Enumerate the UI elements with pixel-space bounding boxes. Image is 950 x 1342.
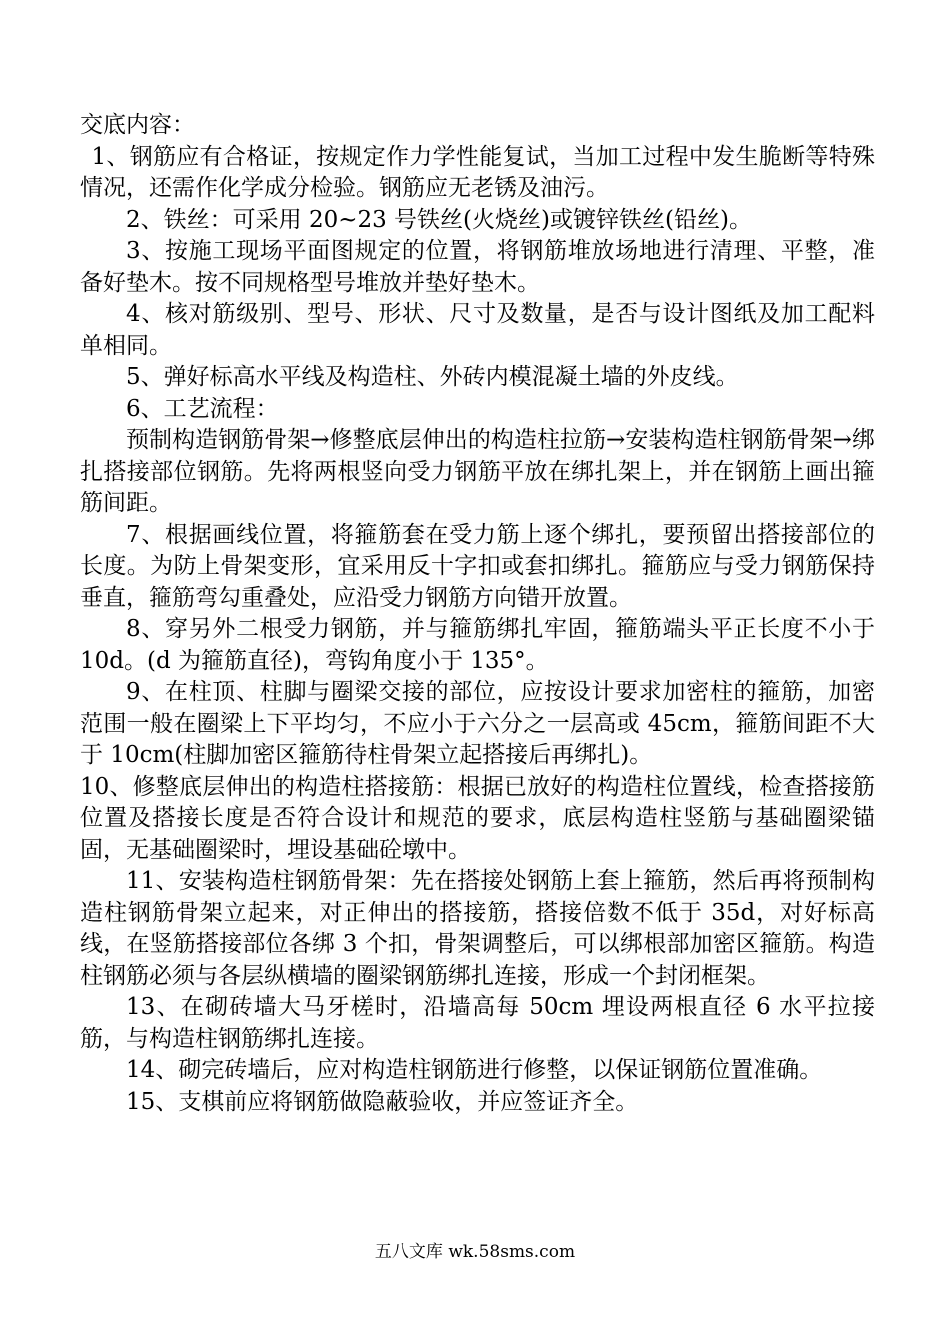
paragraph-2: 2、铁丝：可采用 20~23 号铁丝(火烧丝)或镀锌铁丝(铅丝)。 [126, 206, 752, 233]
document-heading: 交底内容： [80, 112, 195, 138]
paragraph-process-flow: 预制构造钢筋骨架→修整底层伸出的构造柱拉筋→安装构造柱钢筋骨架→绑扎搭接部位钢筋。先将两根竖向受力钢筋平放在绑扎架上，并在钢筋上画出箍筋间距。 [80, 427, 875, 516]
paragraph-1: 1、钢筋应有合格证，按规定作力学性能复试，当加工过程中发生脆断等特殊情况，还需作化学成分检验。钢筋应无老锈及油污。 [80, 143, 875, 201]
paragraph-6: 6、工艺流程： [126, 395, 279, 422]
paragraph-15: 15、支棋前应将钢筋做隐蔽验收，并应签证齐全。 [126, 1088, 639, 1115]
paragraph-13: 13、在砌砖墙大马牙槎时，沿墙高每 50cm 埋设两根直径 6 水平拉接筋，与构造柱钢筋绑扎连接。 [80, 994, 875, 1052]
paragraph-14: 14、砌完砖墙后，应对构造柱钢筋进行修整，以保证钢筋位置准确。 [126, 1057, 823, 1083]
paragraph-3: 3、按施工现场平面图规定的位置，将钢筋堆放场地进行清理、平整，准备好垫木。按不同规格型号堆放并垫好垫木。 [80, 238, 875, 296]
document-body [80, 110, 875, 1118]
paragraph-10: 10、修整底层伸出的构造柱搭接筋：根据已放好的构造柱位置线，检查搭接筋位置及搭接长度是否符合设计和规范的要求，底层构造柱竖筋与基础圈梁锚固，无基础圈梁时，埋设基础砼墩中。 [80, 773, 875, 863]
paragraph-5: 5、弹好标高水平线及构造柱、外砖内模混凝土墙的外皮线。 [126, 364, 739, 390]
paragraph-4: 4、核对筋级别、型号、形状、尺寸及数量，是否与设计图纸及加工配料单相同。 [80, 301, 875, 359]
paragraph-7: 7、根据画线位置，将箍筋套在受力筋上逐个绑扎，要预留出搭接部位的长度。为防上骨架变形，宜采用反十字扣或套扣绑扎。箍筋应与受力钢筋保持垂直，箍筋弯勾重叠处，应沿受力钢筋方向错开放置。 [80, 521, 875, 611]
paragraph-11: 11、安装构造柱钢筋骨架：先在搭接处钢筋上套上箍筋，然后再将预制构造柱钢筋骨架立起来，对正伸出的搭接筋，搭接倍数不低于 35d，对好标高线，在竖筋搭接部位各绑 3 个扣，骨架调整后，可以绑根部加密区箍筋。构造柱钢筋必须与各层纵横墙的圈梁钢筋绑扎连接，形成一个封闭框架。 [80, 868, 875, 989]
paragraph-9: 9、在柱顶、柱脚与圈梁交接的部位，应按设计要求加密柱的箍筋，加密范围一般在圈梁上下平均匀，不应小于六分之一层高或 45cm，箍筋间距不大于 10cm(柱脚加密区箍筋待柱骨架立起搭接后再绑扎)。 [80, 679, 875, 768]
page-footer: 五八文库 wk.58sms.com [374, 1242, 576, 1262]
paragraph-8: 8、穿另外二根受力钢筋，并与箍筋绑扎牢固，箍筋端头平正长度不小于 10d。(d 为箍筋直径)，弯钩角度小于 135°。 [80, 616, 875, 674]
